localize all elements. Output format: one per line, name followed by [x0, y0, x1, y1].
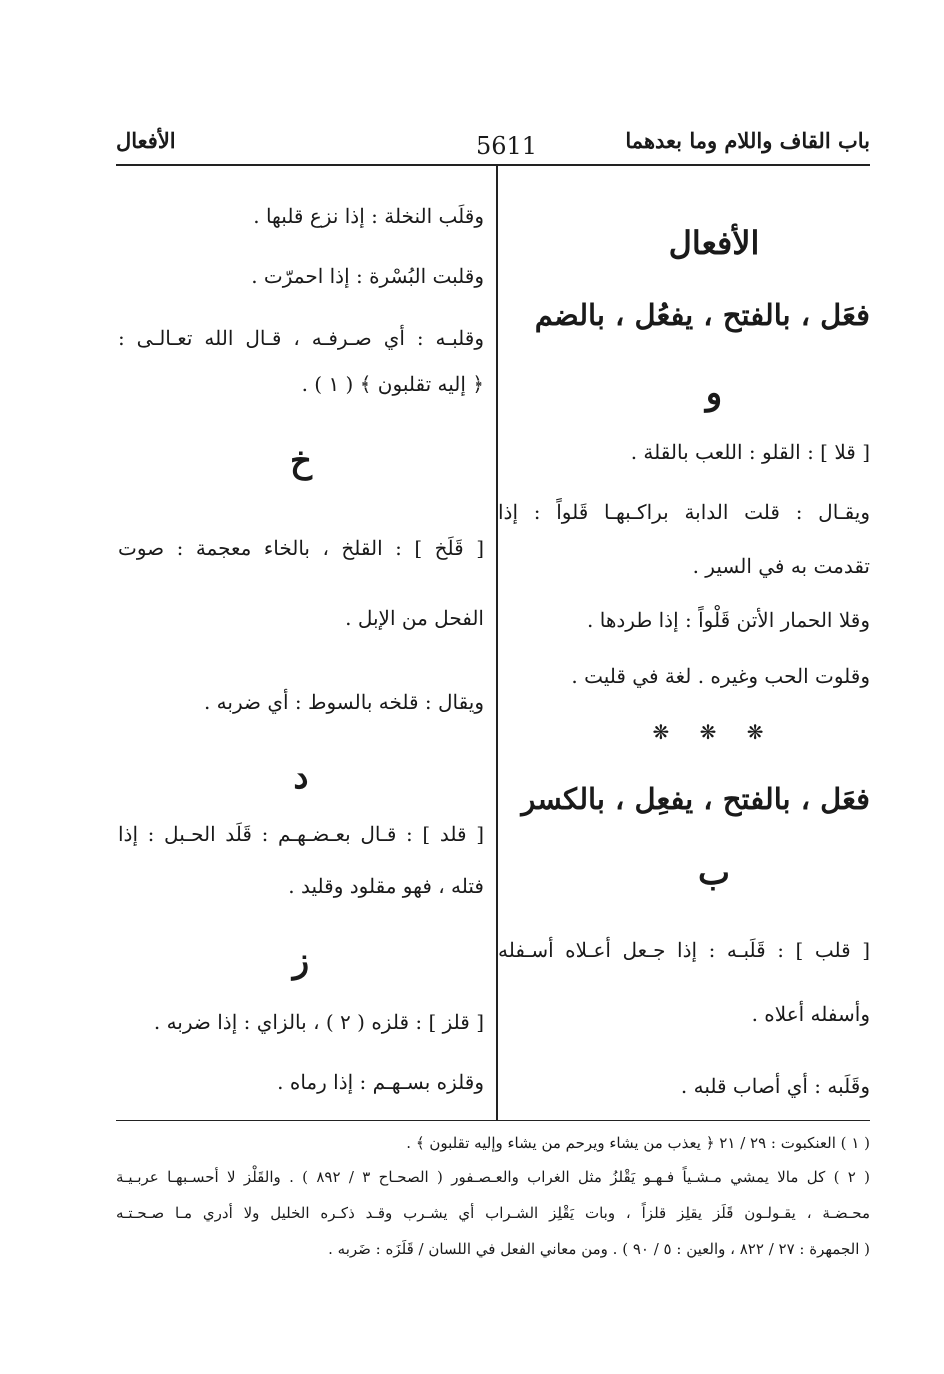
section-heading: الأفعال: [668, 224, 760, 262]
letter-heading-dal: د: [293, 757, 309, 797]
entry-qla: [ قلا ] : القلو : اللعب بالقلة .: [630, 440, 870, 464]
entry-text: وقلبت البُسْرة : إذا احمرّت .: [251, 264, 484, 288]
letter-heading-zay: ز: [292, 941, 310, 981]
chapter-title: الأفعال: [116, 128, 176, 153]
footnote-rule: [116, 1120, 870, 1121]
left-column: [118, 166, 484, 1116]
letter-heading-ba: ب: [697, 853, 730, 893]
entry-text: وقلا الحمار الأتن قَلْواً : إذا طردها .: [587, 608, 870, 632]
section-title: باب القاف واللام وما بعدهما: [625, 128, 870, 153]
entry-qlb: [ قلب ] : قَلَبـه : إذا جـعل أعـلاه أسـفله: [498, 938, 870, 962]
pattern-heading-2: فعَل ، بالفتح ، يفعِل ، بالكسر: [521, 782, 870, 816]
entry-text: وقلزه بسـهـم : إذا رماه .: [277, 1070, 484, 1094]
entry-text: فتله ، فهو مقلود وقليد .: [288, 874, 484, 898]
entry-text: وقَلَبه : أي أصاب قلبه .: [680, 1074, 870, 1098]
right-column: [498, 166, 870, 1116]
page-number: 5611: [476, 132, 538, 160]
entry-qlz: [ قلز ] : قلزه ( ٢ ) ، بالزاي : إذا ضربه .: [153, 1010, 484, 1034]
entry-text: وقلبـه : أي صـرفـه ، قـال الله تعـالـى :: [118, 326, 484, 350]
entry-text: وأسفله أعلاه .: [751, 1002, 870, 1026]
entry-qlkh: [ قَلَخ ] : القلخ ، بالخاء معجمة : صوت: [118, 536, 484, 560]
letter-heading-waw: و: [705, 373, 723, 413]
quran-quote: ﴿ إليه تقلبون ﴾ ( ١ ) .: [301, 372, 484, 396]
letter-heading-kha: خ: [290, 441, 312, 481]
footnote-1: ( ١ ) العنكبوت : ٢٩ / ٢١ ﴿ يعذب من يشاء ويرحم من يشاء وإليه تقلبون ﴾ .: [406, 1134, 870, 1152]
section-divider-stars: ❋ ❋ ❋: [652, 720, 776, 744]
footnote-2: ( ٢ ) كل مالا يمشي مـشـياً فـهـو يَقْلزُ مثل الغراب والعـصـفور ( الصحـاح ٣ / ٨٩٢ ) . والقَلْز لا أحسـبهـا عربـيـة: [116, 1168, 871, 1186]
entry-text: وقلَب النخلة : إذا نزع قلبها .: [253, 204, 484, 228]
pattern-heading-1: فعَل ، بالفتح ، يفعُل ، بالضم: [534, 298, 870, 332]
entry-text: تقدمت به في السير .: [692, 554, 870, 578]
footnote-2-cont: ( الجمهرة : ٢٧ / ٨٢٢ ، والعين : ٥ / ٩٠ ) . ومن معاني الفعل في اللسان / قَلَزَه : ضَربه .: [328, 1240, 870, 1258]
entry-text: وقلوت الحب وغيره . لغة في قليت .: [571, 664, 870, 688]
entry-text: ويقـال : قلت الدابة براكـبهـا قَلواً : إذا: [498, 500, 870, 524]
footnote-2-cont: محـضـة ، يقـولـون قَلَز يقلِز قلزاً ، وبات يَقْلِز الشـراب أي يشـرب وقـد ذكـره الخليل ولا أدري مـا صـحـتـه: [116, 1204, 870, 1222]
entry-text: ويقال : قلخه بالسوط : أي ضربه .: [203, 690, 484, 714]
entry-qld: [ قلد ] : قـال بعـضـهـم : قَلَد الحـبل : إذا: [118, 822, 484, 846]
entry-text: الفحل من الإبل .: [345, 606, 484, 630]
